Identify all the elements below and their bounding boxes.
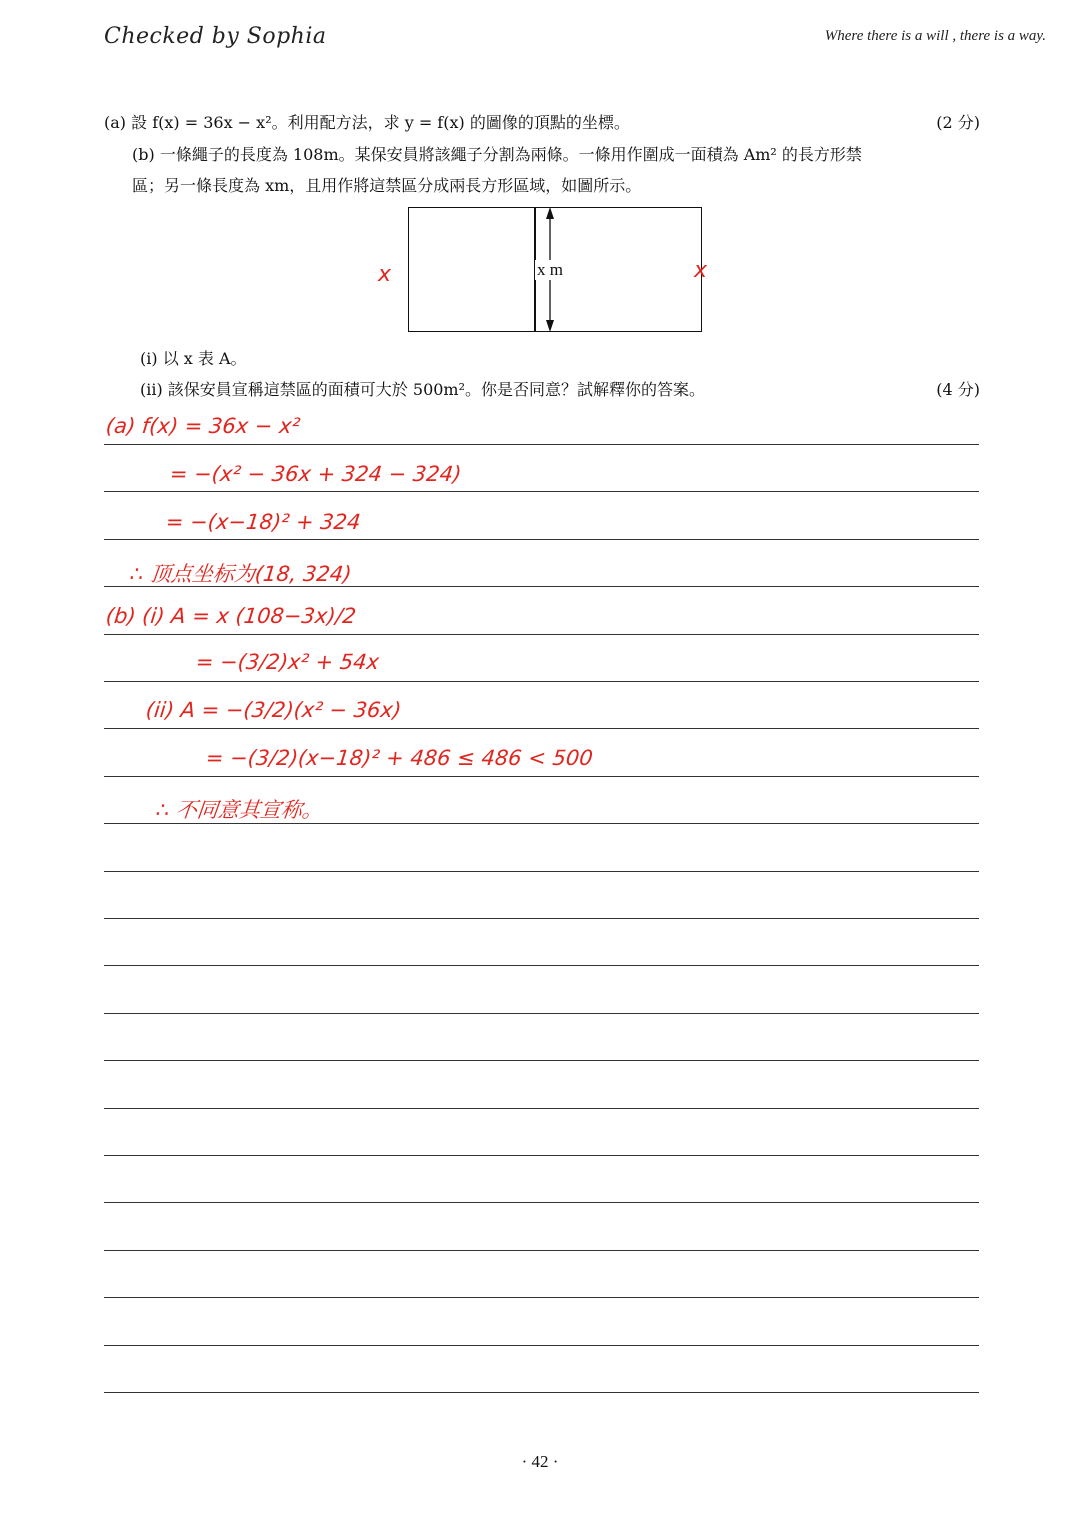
answer-line <box>104 776 979 777</box>
page-number: · 42 · <box>521 1452 559 1471</box>
hw-line-7: (ii) A = −(3/2)(x² − 36x) <box>144 698 403 722</box>
answer-line <box>104 1013 979 1014</box>
answer-line <box>104 1250 979 1251</box>
question-a <box>104 107 980 139</box>
answer-line <box>104 918 979 919</box>
question-b-marks: (4 分) <box>936 380 980 399</box>
question-a-text: (a) 設 f(x) = 36x − x²。利用配方法，求 y = f(x) 的圖像的頂點的坐標。 <box>104 113 630 132</box>
diagram-label: x m <box>537 260 563 279</box>
answer-line <box>104 1202 979 1203</box>
answer-line <box>104 444 979 445</box>
hw-line-2: = −(x² − 36x + 324 − 324) <box>168 462 463 486</box>
question-b-ii-text: (ii) 該保安員宣稱這禁區的面積可大於 500m²。你是否同意？試解釋你的答案。 <box>140 380 706 399</box>
hw-line-4: ∴ 顶点坐标为(18, 324) <box>128 562 353 586</box>
answer-line <box>104 965 979 966</box>
hw-line-9: ∴ 不同意其宣称。 <box>154 798 325 822</box>
question-b-i: (i) 以 x 表 A。 <box>140 349 247 368</box>
answer-line <box>104 539 979 540</box>
handwritten-side-mark-left: x <box>378 262 392 287</box>
header-signature: Checked by Sophia <box>104 24 327 49</box>
hw-line-3: = −(x−18)² + 324 <box>164 510 362 534</box>
question-b-line2: 區；另一條長度為 xm，且用作將這禁區分成兩長方形區域，如圖所示。 <box>132 176 642 195</box>
answer-line <box>104 1345 979 1346</box>
answer-line <box>104 1155 979 1156</box>
answer-line <box>104 871 979 872</box>
question-a-marks: (2 分) <box>936 113 980 132</box>
answer-line <box>104 1060 979 1061</box>
answer-line <box>104 634 979 635</box>
answer-line <box>104 1297 979 1298</box>
handwritten-side-mark-right: x <box>694 258 708 283</box>
hw-line-6: = −(3/2)x² + 54x <box>194 650 381 674</box>
question-b-ii <box>104 374 980 406</box>
answer-line <box>104 1392 979 1393</box>
answer-line <box>104 728 979 729</box>
answer-line <box>104 1108 979 1109</box>
answer-line <box>104 681 979 682</box>
header-motto: Where there is a will , there is a way. <box>824 28 1046 44</box>
answer-line <box>104 491 979 492</box>
question-b-line1: (b) 一條繩子的長度為 108m。某保安員將該繩子分割為兩條。一條用作圍成一面積為 Am² 的長方形禁 <box>132 145 862 164</box>
hw-line-5: (b) (i) A = x (108−3x)/2 <box>104 604 358 628</box>
hw-line-8: = −(3/2)(x−18)² + 486 ≤ 486 < 500 <box>204 746 594 770</box>
hw-line-1: (a) f(x) = 36x − x² <box>104 414 302 438</box>
